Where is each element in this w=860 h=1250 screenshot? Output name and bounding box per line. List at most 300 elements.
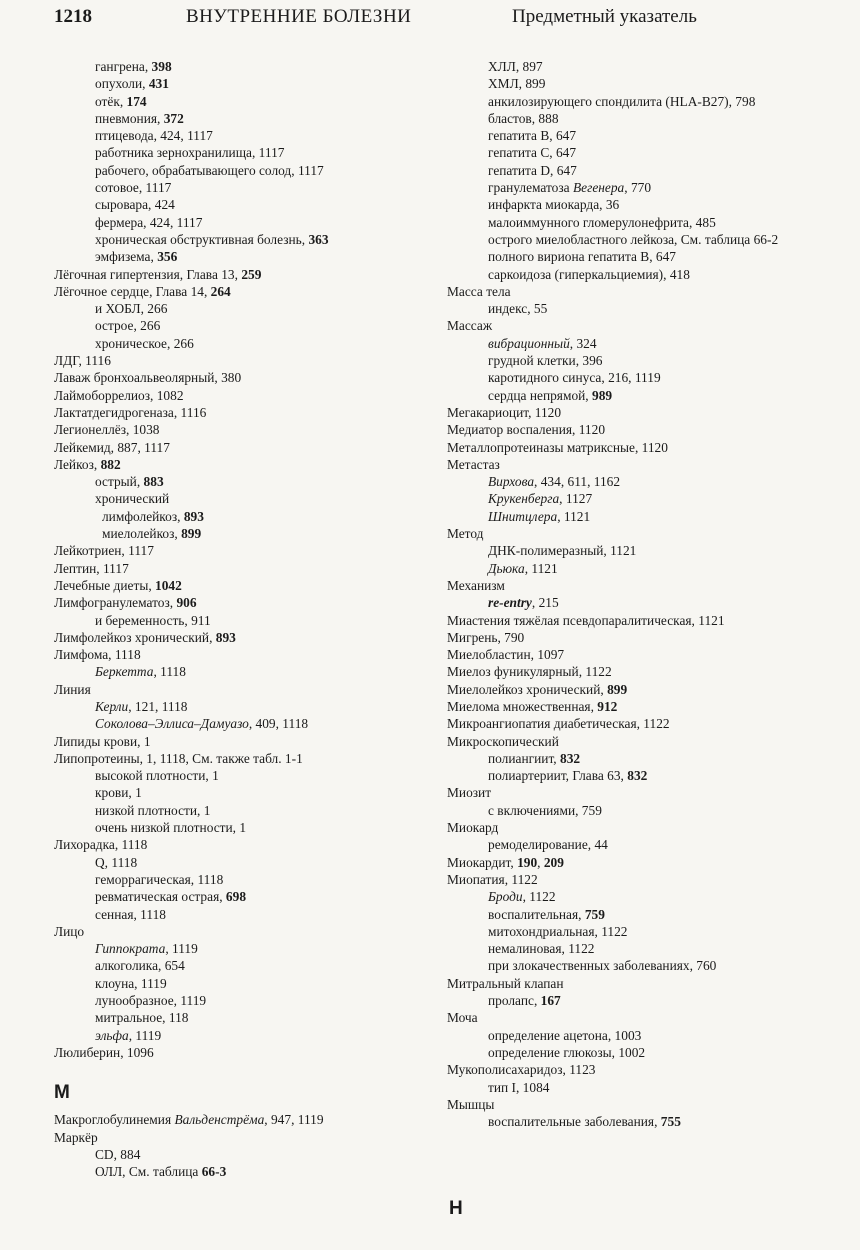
page-ref: 363 xyxy=(308,231,329,247)
index-entry xyxy=(54,681,450,698)
entry-text: ремоделирование, 44 xyxy=(488,837,608,853)
entry-text: , 434, 611, 1162 xyxy=(534,474,621,490)
entry-text: Лейкемид, 887, 1117 xyxy=(54,439,170,455)
index-subentry xyxy=(54,317,450,334)
index-entry xyxy=(447,715,847,732)
entry-text: гранулематоза xyxy=(488,180,573,196)
entry-text: Мукополисахаридоз, 1123 xyxy=(447,1062,596,1078)
entry-text: сенная, 1118 xyxy=(95,906,166,922)
entry-text: Медиатор воспаления, 1120 xyxy=(447,422,606,438)
entry-text: рабочего, обрабатывающего солод, 1117 xyxy=(95,162,324,178)
index-subentry xyxy=(54,819,450,836)
index-entry xyxy=(54,266,450,283)
entry-text: Митральный клапан xyxy=(447,975,564,991)
index-subentry xyxy=(447,179,847,196)
entry-text: ХМЛ, 899 xyxy=(488,76,546,92)
index-entry xyxy=(54,594,450,611)
index-subentry xyxy=(447,923,847,940)
entry-text: гепатита B, 647 xyxy=(488,128,577,144)
entry-text: высокой плотности, 1 xyxy=(95,768,219,784)
entry-text: , 1119 xyxy=(165,941,198,957)
index-entry xyxy=(54,542,450,559)
section-title: Предметный указатель xyxy=(512,6,697,27)
index-entry xyxy=(447,975,847,992)
entry-text: Лейкотриен, 1117 xyxy=(54,543,154,559)
entry-text: Лептин, 1117 xyxy=(54,560,129,576)
index-subentry xyxy=(447,300,847,317)
entry-text: Моча xyxy=(447,1010,478,1026)
section-letter xyxy=(54,1075,450,1111)
index-subentry xyxy=(54,1027,450,1044)
entry-text: инфаркта миокарда, 36 xyxy=(488,197,620,213)
entry-text: Макроглобулинемия xyxy=(54,1112,175,1128)
index-entry xyxy=(447,421,847,438)
entry-text: анкилозирующего спондилита (HLA-B27), 798 xyxy=(488,93,756,109)
entry-text: , 215 xyxy=(531,595,559,611)
index-entry xyxy=(54,646,450,663)
index-subentry xyxy=(447,888,847,905)
entry-text: Липиды крови, 1 xyxy=(54,733,151,749)
page-ref: 906 xyxy=(176,595,197,611)
entry-text: Лактатдегидрогеназа, 1116 xyxy=(54,404,207,420)
entry-text: ЛДГ, 1116 xyxy=(54,353,111,369)
index-subentry xyxy=(54,940,450,957)
entry-text: М xyxy=(54,1082,70,1104)
index-subentry xyxy=(447,836,847,853)
entry-text: лунообразное, 1119 xyxy=(95,993,207,1009)
index-subentry xyxy=(54,715,450,732)
index-entry xyxy=(447,698,847,715)
entry-text: Броди xyxy=(488,889,523,905)
index-entry xyxy=(447,663,847,680)
entry-text: клоуна, 1119 xyxy=(95,975,167,991)
index-subentry xyxy=(54,214,450,231)
page-header xyxy=(0,6,860,34)
entry-text: , 947, 1119 xyxy=(264,1112,324,1128)
index-subentry xyxy=(447,767,847,784)
entry-text: фермера, 424, 1117 xyxy=(95,214,203,230)
entry-text: хроническое, 266 xyxy=(95,335,194,351)
entry-text: эмфизема, xyxy=(95,249,158,265)
entry-text: , 324 xyxy=(569,335,597,351)
entry-text: , 1121 xyxy=(524,560,558,576)
index-entry xyxy=(54,456,450,473)
entry-text: хронический xyxy=(95,491,170,507)
index-subentry xyxy=(54,767,450,784)
entry-text: Миозит xyxy=(447,785,492,801)
entry-text: Массаж xyxy=(447,318,493,334)
entry-text: Лаймоборрелиоз, 1082 xyxy=(54,387,184,403)
index-subentry xyxy=(54,888,450,905)
index-subentry xyxy=(54,975,450,992)
entry-text: воспалительные заболевания, xyxy=(488,1114,661,1130)
page-ref: 893 xyxy=(183,508,204,524)
index-column-left xyxy=(54,58,450,1180)
page-ref: 264 xyxy=(210,283,231,299)
index-subentry xyxy=(447,127,847,144)
page-ref: 899 xyxy=(607,681,628,697)
index-subentry xyxy=(54,612,450,629)
entry-text: определение ацетона, 1003 xyxy=(488,1027,642,1043)
index-subentry xyxy=(54,663,450,680)
entry-text: геморрагическая, 1118 xyxy=(95,871,224,887)
entry-text: Лейкоз, xyxy=(54,456,101,472)
entry-text: с включениями, 759 xyxy=(488,802,602,818)
page-ref: 882 xyxy=(100,456,121,472)
entry-text: пролапс, xyxy=(488,993,541,1009)
entry-text: каротидного синуса, 216, 1119 xyxy=(488,370,661,386)
index-subentry xyxy=(54,75,450,92)
entry-text: полиангиит, xyxy=(488,750,561,766)
index-subentry xyxy=(54,473,450,490)
entry-text: Люлиберин, 1096 xyxy=(54,1044,154,1060)
entry-text: Керли xyxy=(95,698,129,714)
page-number: 1218 xyxy=(54,6,92,27)
entry-text: , 770 xyxy=(624,180,652,196)
entry-text: гепатита D, 647 xyxy=(488,162,577,178)
index-column-right xyxy=(447,58,847,1130)
entry-text: и ХОБЛ, 266 xyxy=(95,301,168,317)
page-ref: 893 xyxy=(215,629,236,645)
index-subentry xyxy=(54,802,450,819)
index-subentry xyxy=(54,127,450,144)
index-subentry xyxy=(54,58,450,75)
entry-text: Беркетта xyxy=(95,664,154,680)
entry-text: ХЛЛ, 897 xyxy=(488,59,543,74)
page-ref: 698 xyxy=(225,889,247,905)
entry-text: Лимфома, 1118 xyxy=(54,647,141,663)
index-subentry xyxy=(447,542,847,559)
entry-text: низкой плотности, 1 xyxy=(95,802,211,818)
page-ref: 167 xyxy=(540,993,561,1009)
entry-text: , 121, 1118 xyxy=(128,698,188,714)
index-subentry xyxy=(54,957,450,974)
index-entry xyxy=(54,439,450,456)
entry-text: Лёгочное сердце, Глава 14, xyxy=(54,283,211,299)
entry-text: крови, 1 xyxy=(95,785,142,801)
index-subentry xyxy=(54,1009,450,1026)
entry-text: Миелобластин, 1097 xyxy=(447,647,565,663)
entry-text: Лимфогранулематоз, xyxy=(54,595,177,611)
entry-text: гангрена, xyxy=(95,59,152,74)
entry-text: саркоидоза (гиперкальциемия), 418 xyxy=(488,266,690,282)
entry-text: полного вириона гепатита B, 647 xyxy=(488,249,676,265)
index-entry xyxy=(447,525,847,542)
index-entry xyxy=(447,317,847,334)
index-subentry xyxy=(447,1079,847,1096)
index-entry xyxy=(54,421,450,438)
index-subentry xyxy=(54,992,450,1009)
index-entry xyxy=(54,1129,450,1146)
entry-text: Лимфолейкоз хронический, xyxy=(54,629,216,645)
page-ref: 1042 xyxy=(155,577,182,593)
index-subentry xyxy=(447,940,847,957)
entry-text: миелолейкоз, xyxy=(102,526,182,542)
index-entry xyxy=(447,819,847,836)
index-entry xyxy=(54,733,450,750)
entry-text: Микроангиопатия диабетическая, 1122 xyxy=(447,716,670,732)
entry-text: митохондриальная, 1122 xyxy=(488,923,628,939)
entry-text: при злокачественных заболеваниях, 760 xyxy=(488,958,717,974)
index-subentry xyxy=(447,1044,847,1061)
index-entry xyxy=(447,612,847,629)
entry-text: Шнитцлера xyxy=(488,508,558,524)
index-subentry xyxy=(447,1113,847,1130)
page-ref: 912 xyxy=(597,698,618,714)
entry-text: сердца непрямой, xyxy=(488,387,592,403)
entry-text: Крукенберга xyxy=(488,491,560,507)
entry-text: Механизм xyxy=(447,577,505,593)
index-subentry xyxy=(54,162,450,179)
entry-text: Миопатия, 1122 xyxy=(447,871,538,887)
entry-text: Легионеллёз, 1038 xyxy=(54,422,160,438)
entry-text: Линия xyxy=(54,681,91,697)
index-subentry xyxy=(447,248,847,265)
page-ref: 759 xyxy=(584,906,605,922)
index-entry xyxy=(54,369,450,386)
page-ref: 431 xyxy=(148,76,169,92)
entry-text: , 1122 xyxy=(522,889,556,905)
page-ref: 832 xyxy=(627,768,648,784)
page-ref: 372 xyxy=(163,110,184,126)
index-entry xyxy=(447,404,847,421)
index-subentry xyxy=(54,144,450,161)
entry-text: Q, 1118 xyxy=(95,854,138,870)
index-entry xyxy=(54,629,450,646)
index-subentry xyxy=(447,75,847,92)
index-subentry xyxy=(447,266,847,283)
entry-text: Миастения тяжёлая псевдопаралитическая, 1121 xyxy=(447,612,725,628)
index-entry xyxy=(447,854,847,871)
section-spacer xyxy=(54,1061,450,1075)
index-subentry xyxy=(447,802,847,819)
entry-text: хроническая обструктивная болезнь, xyxy=(95,231,309,247)
entry-text: ОЛЛ, См. таблица xyxy=(95,1164,202,1180)
index-entry xyxy=(447,577,847,594)
index-entry xyxy=(54,1111,450,1128)
index-subentry xyxy=(54,335,450,352)
entry-text: сыровара, 424 xyxy=(95,197,175,213)
entry-text: алкоголика, 654 xyxy=(95,958,185,974)
entry-text: острый, xyxy=(95,474,144,490)
entry-text: Мигрень, 790 xyxy=(447,629,525,645)
index-entry xyxy=(54,560,450,577)
index-entry xyxy=(54,836,450,853)
page-ref: 66-3 xyxy=(201,1164,227,1180)
entry-text: Лаваж бронхоальвеолярный, 380 xyxy=(54,370,242,386)
entry-text: митральное, 118 xyxy=(95,1010,189,1026)
index-entry xyxy=(447,1009,847,1026)
page-ref: 259 xyxy=(241,266,262,282)
section-letter-n: Н xyxy=(449,1198,463,1219)
page-ref: 755 xyxy=(660,1114,681,1130)
index-subentry xyxy=(447,231,847,248)
index-subentry xyxy=(447,196,847,213)
index-subentry xyxy=(447,750,847,767)
entry-text: работника зернохранилища, 1117 xyxy=(95,145,285,161)
entry-text: , 1118 xyxy=(153,664,186,680)
index-subentry xyxy=(447,144,847,161)
entry-text: Лечебные диеты, xyxy=(54,577,156,593)
index-subentry xyxy=(447,110,847,127)
entry-text: Дьюка xyxy=(488,560,525,576)
entry-text: , 1127 xyxy=(559,491,593,507)
index-entry xyxy=(54,404,450,421)
index-subentry xyxy=(54,698,450,715)
index-subentry xyxy=(54,490,450,507)
entry-text: ДНК-полимеразный, 1121 xyxy=(488,543,637,559)
entry-text: Миелоз фуникулярный, 1122 xyxy=(447,664,612,680)
page-ref: 899 xyxy=(181,526,202,542)
entry-text: Мышцы xyxy=(447,1096,495,1112)
entry-text: , 1121 xyxy=(557,508,591,524)
entry-text: опухоли, xyxy=(95,76,149,92)
index-entry xyxy=(447,784,847,801)
entry-text: бластов, 888 xyxy=(488,110,559,126)
page-ref: 190 xyxy=(517,854,538,870)
entry-text: Вирхова xyxy=(488,474,535,490)
index-entry xyxy=(54,387,450,404)
index-subentry xyxy=(447,369,847,386)
entry-text: ревматическая острая, xyxy=(95,889,226,905)
page-ref: 832 xyxy=(560,750,581,766)
index-entry xyxy=(447,456,847,473)
entry-text: Масса тела xyxy=(447,283,511,299)
page-ref: 989 xyxy=(592,387,613,403)
entry-text: Вальденстрёма xyxy=(174,1112,265,1128)
entry-text: Миокардит, xyxy=(447,854,518,870)
index-entry xyxy=(54,750,450,767)
entry-text: тип I, 1084 xyxy=(488,1079,550,1095)
index-subentry xyxy=(54,196,450,213)
entry-text: немалиновая, 1122 xyxy=(488,941,595,957)
entry-text: лимфолейкоз, xyxy=(102,508,184,524)
index-entry xyxy=(447,1061,847,1078)
entry-text: , 1119 xyxy=(128,1027,162,1043)
index-subentry xyxy=(447,58,847,75)
page-ref: 174 xyxy=(126,93,147,109)
entry-text: очень низкой плотности, 1 xyxy=(95,820,247,836)
index-entry xyxy=(447,283,847,300)
entry-text: вибрационный xyxy=(488,335,570,351)
index-subentry xyxy=(447,93,847,110)
entry-text: отёк, xyxy=(95,93,127,109)
index-subentry xyxy=(447,957,847,974)
index-subentry xyxy=(54,871,450,888)
index-subentry xyxy=(447,335,847,352)
index-entry xyxy=(54,577,450,594)
index-subentry xyxy=(54,1146,450,1163)
entry-text: , 409, 1118 xyxy=(248,716,309,732)
entry-text: CD, 884 xyxy=(95,1146,141,1162)
page-ref: 209 xyxy=(543,854,564,870)
index-entry xyxy=(447,629,847,646)
index-subentry xyxy=(54,508,450,525)
entry-text: сотовое, 1117 xyxy=(95,180,172,196)
entry-text: Липопротеины, 1, 1118, См. также табл. 1-1 xyxy=(54,750,303,766)
entry-text: малоиммунного гломерулонефрита, 485 xyxy=(488,214,716,230)
index-subentry xyxy=(447,473,847,490)
index-subentry xyxy=(54,93,450,110)
index-subentry xyxy=(447,906,847,923)
entry-text: грудной клетки, 396 xyxy=(488,353,603,369)
entry-text: Миокард xyxy=(447,820,499,836)
index-entry xyxy=(447,646,847,663)
entry-text: Металлопротеиназы матриксные, 1120 xyxy=(447,439,668,455)
index-subentry xyxy=(54,179,450,196)
index-entry xyxy=(447,733,847,750)
index-entry xyxy=(447,1096,847,1113)
page-ref: 883 xyxy=(143,474,164,490)
index-subentry xyxy=(447,508,847,525)
entry-text: острое, 266 xyxy=(95,318,161,334)
entry-text: Лёгочная гипертензия, Глава 13, xyxy=(54,266,242,282)
entry-text: эльфа xyxy=(95,1027,129,1043)
entry-text: и беременность, 911 xyxy=(95,612,211,628)
entry-text: Мегакариоцит, 1120 xyxy=(447,404,562,420)
entry-text: Метастаз xyxy=(447,456,500,472)
index-subentry xyxy=(447,560,847,577)
entry-text: воспалительная, xyxy=(488,906,585,922)
entry-text: Маркёр xyxy=(54,1129,98,1145)
entry-text: Миелома множественная, xyxy=(447,698,598,714)
index-entry xyxy=(54,1044,450,1061)
index-subentry xyxy=(54,231,450,248)
index-entry xyxy=(447,439,847,456)
index-entry xyxy=(447,681,847,698)
entry-text: определение глюкозы, 1002 xyxy=(488,1044,646,1060)
entry-text: re-entry xyxy=(488,595,532,611)
entry-text: Гиппократа xyxy=(95,941,166,957)
index-entry xyxy=(54,352,450,369)
page-ref: 356 xyxy=(157,249,178,265)
index-entry xyxy=(54,283,450,300)
index-subentry xyxy=(54,906,450,923)
index-subentry xyxy=(447,214,847,231)
index-subentry xyxy=(54,300,450,317)
entry-text: индекс, 55 xyxy=(488,301,548,317)
index-subentry xyxy=(447,992,847,1009)
book-title: ВНУТРЕННИЕ БОЛЕЗНИ xyxy=(186,6,412,27)
entry-text: Вегенера xyxy=(572,180,625,196)
entry-text: гепатита C, 647 xyxy=(488,145,577,161)
entry-text: Соколова–Эллиса–Дамуазо xyxy=(95,716,249,732)
index-subentry xyxy=(447,352,847,369)
index-subentry xyxy=(54,854,450,871)
entry-text: птицевода, 424, 1117 xyxy=(95,128,213,144)
index-subentry xyxy=(447,1027,847,1044)
page-ref: 398 xyxy=(151,59,172,74)
index-entry xyxy=(54,923,450,940)
entry-text: полиартериит, Глава 63, xyxy=(488,768,628,784)
entry-text: Лихорадка, 1118 xyxy=(54,837,148,853)
entry-text: пневмония, xyxy=(95,110,164,126)
entry-text: Миелолейкоз хронический, xyxy=(447,681,608,697)
index-subentry xyxy=(447,387,847,404)
index-entry xyxy=(447,871,847,888)
entry-text: острого миелобластного лейкоза, См. таблица 66-2 xyxy=(488,231,779,247)
index-subentry xyxy=(54,784,450,801)
index-subentry xyxy=(447,490,847,507)
entry-text: , xyxy=(537,854,544,870)
index-subentry xyxy=(54,525,450,542)
index-subentry xyxy=(54,248,450,265)
index-subentry xyxy=(447,594,847,611)
entry-text: Микроскопический xyxy=(447,733,559,749)
entry-text: Лицо xyxy=(54,923,85,939)
entry-text: Метод xyxy=(447,526,484,542)
index-subentry xyxy=(447,162,847,179)
